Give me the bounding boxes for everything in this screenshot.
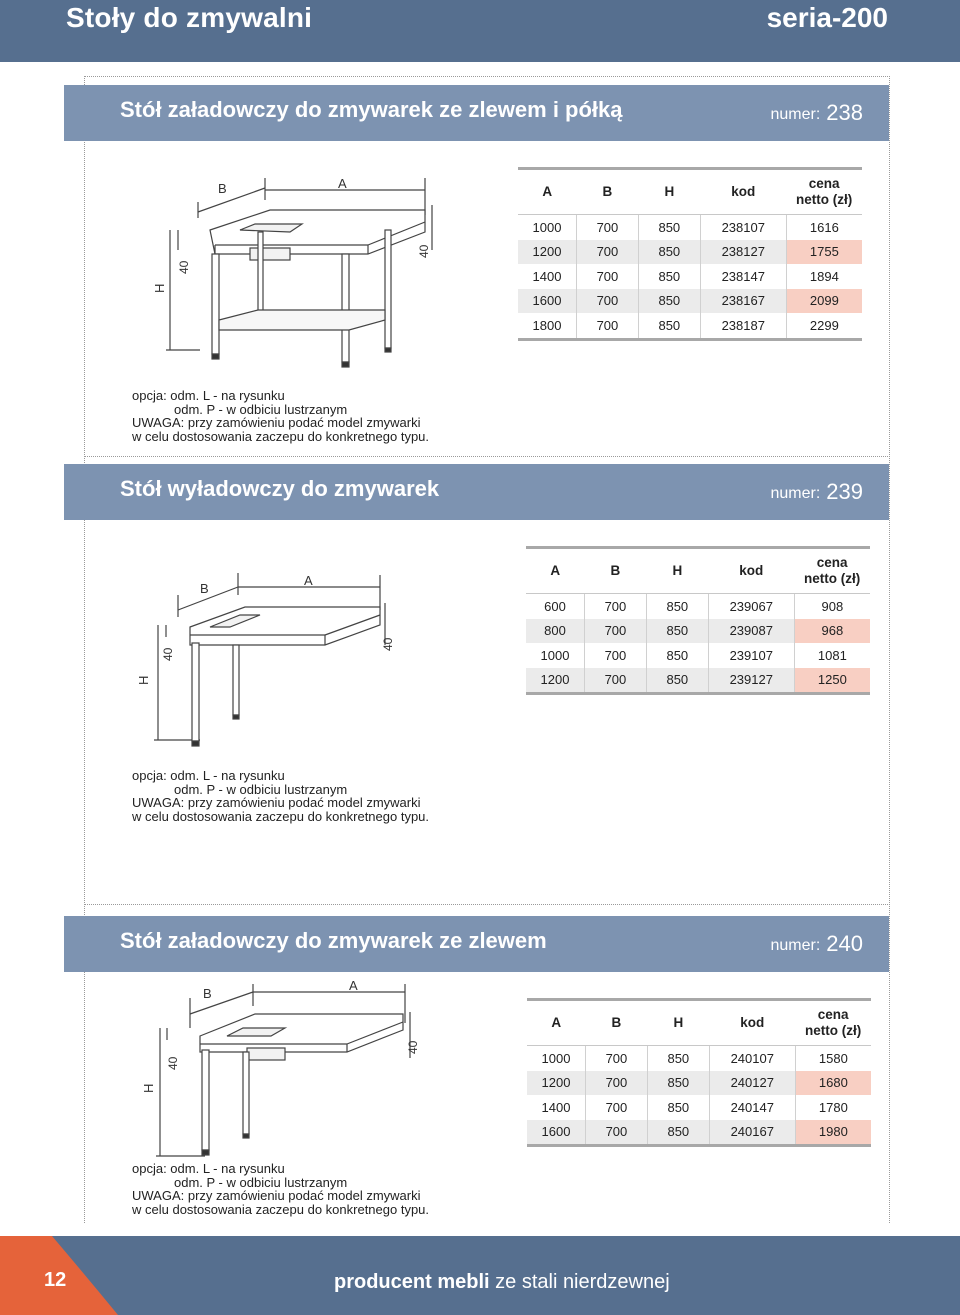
- section-divider: [84, 904, 890, 905]
- dim-40-label: 40: [406, 1040, 420, 1054]
- product-drawing-238: [140, 170, 450, 375]
- product-title: Stół wyładowczy do zmywarek: [120, 476, 440, 501]
- page-footer: [0, 1236, 960, 1315]
- table-row: 1200 700 850 239127 1250: [526, 668, 870, 694]
- dim-40-label: 40: [177, 260, 191, 274]
- table-row: 600 700 850 239067 908: [526, 594, 870, 619]
- product-number: numer: 240: [770, 931, 863, 956]
- price-table-240: [527, 998, 871, 1147]
- table-row: 800 700 850 239087 968: [526, 619, 870, 644]
- page-header: [0, 0, 960, 62]
- col-header-cena: cena netto (zł): [786, 169, 862, 215]
- col-header-b: B: [585, 1000, 647, 1046]
- dim-b-label: B: [203, 986, 212, 1001]
- dim-a-label: A: [338, 176, 347, 191]
- table-row: 1000 700 850 239107 1081: [526, 643, 870, 668]
- col-header-b: B: [576, 169, 638, 215]
- col-header-cena: cena netto (zł): [795, 1000, 871, 1046]
- price-table-238: [518, 167, 862, 341]
- dim-h-label: H: [136, 675, 151, 685]
- col-header-kod: kod: [709, 1000, 795, 1046]
- product-notes: opcja: odm. L - na rysunku odm. P - w odbiciu lustrzanym UWAGA: przy zamówieniu podać model zmywarki w celu dostosowania zaczepu do konkretnego typu.: [132, 1161, 430, 1217]
- table-row: 1600 700 850 240167 1980: [527, 1120, 871, 1146]
- table-row: 1200 700 850 238127 1755: [518, 240, 862, 265]
- col-header-kod: kod: [708, 548, 794, 594]
- page-title: Stoły do zmywalni: [66, 2, 313, 33]
- product-drawing-240: [135, 978, 435, 1160]
- product-notes: opcja: odm. L - na rysunku odm. P - w odbiciu lustrzanym UWAGA: przy zamówieniu podać model zmywarki w celu dostosowania zaczepu do konkretnego typu.: [132, 388, 430, 444]
- col-header-h: H: [646, 548, 708, 594]
- product-title: Stół załadowczy do zmywarek ze zlewem: [120, 928, 547, 953]
- table-row: 1200 700 850 240127 1680: [527, 1071, 871, 1096]
- section-header-238: [64, 85, 889, 141]
- col-header-a: A: [526, 548, 584, 594]
- dim-40-label: 40: [381, 637, 395, 651]
- table-row: 1800 700 850 238187 2299: [518, 313, 862, 339]
- dim-h-label: H: [152, 283, 167, 293]
- page-number: 12: [44, 1269, 67, 1291]
- product-title: Stół załadowczy do zmywarek ze zlewem i półką: [120, 97, 623, 122]
- dim-h-label: H: [141, 1083, 156, 1093]
- table-row: 1400 700 850 238147 1894: [518, 264, 862, 289]
- table-row: 1400 700 850 240147 1780: [527, 1095, 871, 1120]
- col-header-b: B: [584, 548, 646, 594]
- product-number: numer: 238: [770, 100, 863, 125]
- product-notes: opcja: odm. L - na rysunku odm. P - w odbiciu lustrzanym UWAGA: przy zamówieniu podać model zmywarki w celu dostosowania zaczepu do konkretnego typu.: [132, 768, 430, 824]
- section-divider: [84, 456, 890, 457]
- col-header-h: H: [638, 169, 700, 215]
- dim-40-label: 40: [417, 244, 431, 258]
- price-table-239: [526, 546, 870, 695]
- section-header-240: [64, 916, 889, 972]
- dim-40-label: 40: [166, 1056, 180, 1070]
- dim-b-label: B: [200, 581, 209, 596]
- col-header-kod: kod: [700, 169, 786, 215]
- table-row: 1000 700 850 238107 1616: [518, 215, 862, 240]
- col-header-cena: cena netto (zł): [794, 548, 870, 594]
- dim-a-label: A: [304, 573, 313, 588]
- dim-40-label: 40: [161, 647, 175, 661]
- dim-b-label: B: [218, 181, 227, 196]
- footer-tagline: producent mebli ze stali nierdzewnej: [334, 1271, 670, 1293]
- col-header-a: A: [527, 1000, 585, 1046]
- product-number: numer: 239: [770, 479, 863, 504]
- series-label: seria-200: [766, 2, 888, 33]
- col-header-a: A: [518, 169, 576, 215]
- table-row: 1600 700 850 238167 2099: [518, 289, 862, 314]
- dim-a-label: A: [349, 978, 358, 993]
- section-header-239: [64, 464, 889, 520]
- col-header-h: H: [647, 1000, 709, 1046]
- table-row: 1000 700 850 240107 1580: [527, 1046, 871, 1071]
- product-drawing-239: [130, 565, 410, 750]
